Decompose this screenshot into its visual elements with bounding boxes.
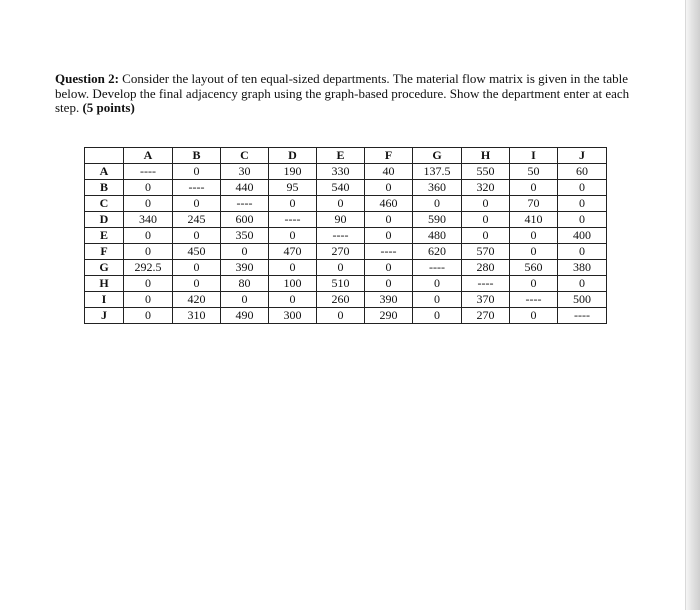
- row-header: B: [85, 180, 124, 196]
- table-cell: 0: [365, 228, 413, 244]
- table-cell: 600: [221, 212, 269, 228]
- table-cell: ----: [558, 308, 607, 324]
- table-cell: 0: [365, 180, 413, 196]
- table-cell: 310: [173, 308, 221, 324]
- table-cell: 0: [413, 292, 462, 308]
- table-cell: 40: [365, 164, 413, 180]
- table-cell: ----: [221, 196, 269, 212]
- table-cell: ----: [317, 228, 365, 244]
- table-row: [85, 308, 607, 324]
- table-cell: 0: [173, 260, 221, 276]
- column-header-a: A: [124, 148, 173, 164]
- table-cell: 137.5: [413, 164, 462, 180]
- table-cell: 560: [510, 260, 558, 276]
- table-cell: 0: [558, 276, 607, 292]
- table-cell: 100: [269, 276, 317, 292]
- table-cell: ----: [462, 276, 510, 292]
- table-cell: 0: [510, 276, 558, 292]
- row-header: H: [85, 276, 124, 292]
- table-cell: 400: [558, 228, 607, 244]
- table-cell: 350: [221, 228, 269, 244]
- column-header-i: I: [510, 148, 558, 164]
- table-cell: 500: [558, 292, 607, 308]
- table-cell: 0: [269, 260, 317, 276]
- table-row: [85, 180, 607, 196]
- table-cell: 0: [269, 196, 317, 212]
- table-cell: 0: [365, 212, 413, 228]
- table-cell: 590: [413, 212, 462, 228]
- table-row: [85, 260, 607, 276]
- table-cell: 0: [317, 196, 365, 212]
- row-header: E: [85, 228, 124, 244]
- table-cell: 0: [510, 244, 558, 260]
- table-cell: 60: [558, 164, 607, 180]
- flow-matrix-container: [84, 147, 607, 324]
- table-row: [85, 196, 607, 212]
- table-row: [85, 276, 607, 292]
- table-cell: 0: [173, 196, 221, 212]
- table-row: [85, 164, 607, 180]
- table-cell: ----: [365, 244, 413, 260]
- table-cell: 30: [221, 164, 269, 180]
- table-cell: 620: [413, 244, 462, 260]
- table-cell: 370: [462, 292, 510, 308]
- table-cell: 0: [124, 276, 173, 292]
- table-cell: 0: [124, 292, 173, 308]
- table-cell: 90: [317, 212, 365, 228]
- question-body: Consider the layout of ten equal-sized departments. The material flow matrix is given in the table below. Develop the final adjacency graph using the graph-based procedure. Show the department enter at each step.: [55, 71, 630, 115]
- table-cell: ----: [269, 212, 317, 228]
- table-cell: 540: [317, 180, 365, 196]
- table-cell: 420: [173, 292, 221, 308]
- table-cell: 0: [462, 228, 510, 244]
- table-row: [85, 228, 607, 244]
- table-cell: 0: [462, 212, 510, 228]
- table-cell: 0: [221, 292, 269, 308]
- table-cell: 0: [462, 196, 510, 212]
- table-cell: 0: [124, 308, 173, 324]
- question-text: [55, 72, 645, 116]
- table-cell: 70: [510, 196, 558, 212]
- table-cell: 380: [558, 260, 607, 276]
- column-header-c: C: [221, 148, 269, 164]
- table-cell: 0: [269, 228, 317, 244]
- row-header: A: [85, 164, 124, 180]
- table-cell: ----: [124, 164, 173, 180]
- table-cell: 80: [221, 276, 269, 292]
- column-header-j: J: [558, 148, 607, 164]
- table-cell: 0: [124, 244, 173, 260]
- table-cell: 300: [269, 308, 317, 324]
- row-header: D: [85, 212, 124, 228]
- table-cell: 0: [558, 196, 607, 212]
- column-header-b: B: [173, 148, 221, 164]
- table-cell: 460: [365, 196, 413, 212]
- table-cell: 260: [317, 292, 365, 308]
- table-cell: 0: [124, 196, 173, 212]
- table-cell: 0: [269, 292, 317, 308]
- table-cell: 0: [173, 228, 221, 244]
- table-cell: 280: [462, 260, 510, 276]
- table-cell: 292.5: [124, 260, 173, 276]
- table-cell: 0: [173, 164, 221, 180]
- row-header: I: [85, 292, 124, 308]
- table-cell: 0: [413, 196, 462, 212]
- table-cell: 450: [173, 244, 221, 260]
- table-cell: 0: [413, 308, 462, 324]
- table-row: [85, 212, 607, 228]
- table-cell: 0: [317, 260, 365, 276]
- table-cell: 360: [413, 180, 462, 196]
- row-header: G: [85, 260, 124, 276]
- table-cell: 0: [413, 276, 462, 292]
- column-header-d: D: [269, 148, 317, 164]
- table-cell: 490: [221, 308, 269, 324]
- table-cell: 0: [558, 212, 607, 228]
- column-header-e: E: [317, 148, 365, 164]
- table-cell: 270: [462, 308, 510, 324]
- table-cell: 50: [510, 164, 558, 180]
- row-header: J: [85, 308, 124, 324]
- table-cell: 0: [510, 228, 558, 244]
- table-cell: 0: [510, 180, 558, 196]
- table-cell: 95: [269, 180, 317, 196]
- table-cell: 0: [317, 308, 365, 324]
- column-header-f: F: [365, 148, 413, 164]
- table-cell: ----: [173, 180, 221, 196]
- table-cell: 190: [269, 164, 317, 180]
- table-cell: 570: [462, 244, 510, 260]
- table-row: [85, 292, 607, 308]
- row-header: F: [85, 244, 124, 260]
- table-cell: 390: [365, 292, 413, 308]
- table-cell: 0: [124, 180, 173, 196]
- corner-cell: [85, 148, 124, 164]
- table-cell: 0: [558, 244, 607, 260]
- table-cell: 0: [510, 308, 558, 324]
- table-cell: 470: [269, 244, 317, 260]
- table-cell: 440: [221, 180, 269, 196]
- table-cell: 0: [221, 244, 269, 260]
- row-header: C: [85, 196, 124, 212]
- table-cell: 270: [317, 244, 365, 260]
- table-cell: 0: [365, 260, 413, 276]
- table-cell: 290: [365, 308, 413, 324]
- table-cell: 0: [558, 180, 607, 196]
- question-points: (5 points): [82, 100, 135, 115]
- table-cell: 550: [462, 164, 510, 180]
- table-cell: 0: [173, 276, 221, 292]
- table-cell: 330: [317, 164, 365, 180]
- table-cell: 410: [510, 212, 558, 228]
- table-cell: 510: [317, 276, 365, 292]
- table-cell: ----: [510, 292, 558, 308]
- table-cell: 320: [462, 180, 510, 196]
- material-flow-matrix: [84, 147, 607, 324]
- table-row: [85, 244, 607, 260]
- table-cell: ----: [413, 260, 462, 276]
- table-cell: 390: [221, 260, 269, 276]
- scroll-shadow: [686, 0, 700, 610]
- column-header-h: H: [462, 148, 510, 164]
- table-cell: 0: [365, 276, 413, 292]
- table-cell: 0: [124, 228, 173, 244]
- table-cell: 340: [124, 212, 173, 228]
- header-row: [85, 148, 607, 164]
- table-cell: 480: [413, 228, 462, 244]
- table-cell: 245: [173, 212, 221, 228]
- question-label: Question 2:: [55, 71, 119, 86]
- column-header-g: G: [413, 148, 462, 164]
